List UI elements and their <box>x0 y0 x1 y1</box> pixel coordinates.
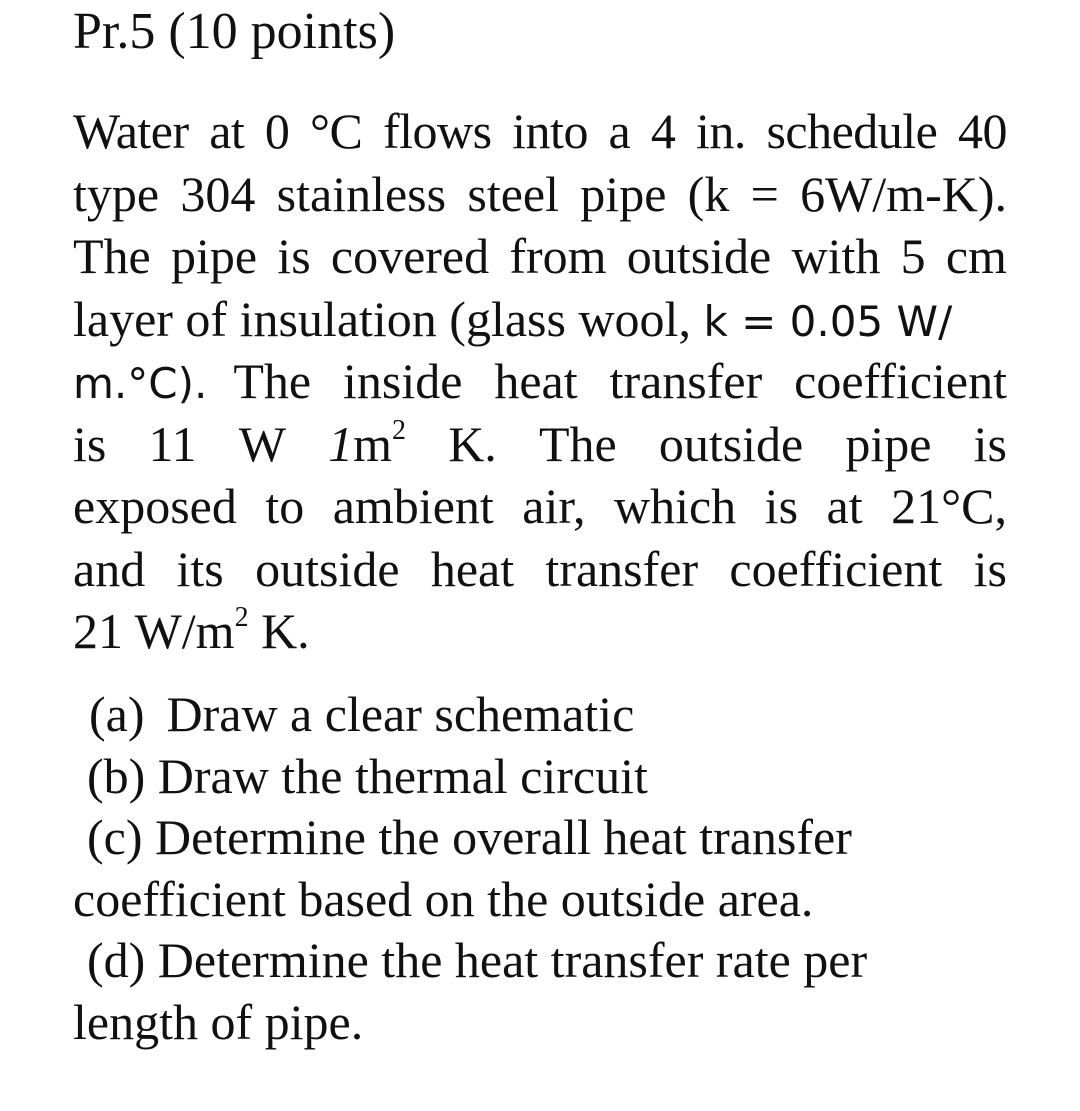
word: is <box>277 228 311 284</box>
word: and <box>73 540 146 597</box>
word: 21°C, <box>891 478 1007 534</box>
word: a <box>608 103 631 159</box>
word: The <box>233 353 312 409</box>
part-a <box>73 684 1007 746</box>
part-label: (a) <box>89 686 145 742</box>
statement-text <box>233 350 1007 413</box>
statement-line <box>73 538 1007 601</box>
word: cm <box>945 228 1007 284</box>
word: transfer <box>609 353 763 409</box>
word: transfer <box>545 540 699 597</box>
word: with <box>791 228 881 284</box>
word: type <box>73 165 160 222</box>
word: which <box>613 478 737 534</box>
part-c-continued: coefficient based on the outside area. <box>73 870 814 927</box>
word: outside <box>626 228 772 284</box>
conductivity-value: k = 0.05 W/ <box>703 296 953 346</box>
word: pipe <box>170 228 258 284</box>
statement-line <box>73 288 1007 351</box>
word: heat <box>494 353 578 409</box>
statement-line: 21 $W/m^2$ K. <box>73 602 310 659</box>
word: outside <box>658 415 804 472</box>
statement-line <box>73 163 1007 226</box>
word: 5 <box>900 228 926 284</box>
statement-line <box>73 350 1007 413</box>
part-b: (b) Draw the thermal circuit <box>87 747 648 804</box>
word: = <box>750 165 779 222</box>
part-text: Draw a clear schematic <box>166 686 635 742</box>
statement-line <box>73 100 1007 163</box>
problem-statement <box>73 100 1007 663</box>
word: pipe <box>580 165 667 222</box>
word: coefficient <box>794 353 1007 409</box>
word: 304 <box>180 165 256 222</box>
word: pipe <box>845 415 932 472</box>
word: is <box>73 415 107 472</box>
word: is <box>973 540 1007 597</box>
word: inside <box>342 353 463 409</box>
part-c: (c) Determine the overall heat transfer <box>87 809 852 865</box>
part-d-continued: length of pipe. <box>73 993 364 1050</box>
word: flows <box>382 103 492 159</box>
statement-line <box>73 225 1007 288</box>
word: °C <box>310 103 363 159</box>
conductivity-unit: m.°C). <box>73 359 208 408</box>
word: 11 <box>148 415 197 472</box>
word: covered <box>330 228 490 284</box>
word: is <box>973 415 1007 472</box>
word: from <box>509 228 607 284</box>
word: outside <box>255 540 400 597</box>
word: 6W/m-K). <box>800 165 1007 222</box>
word: ambient <box>332 478 494 534</box>
word: at <box>209 103 245 159</box>
word: The <box>538 415 617 472</box>
statement-line <box>73 475 1007 538</box>
problem-title: Pr.5 (10 points) <box>73 3 396 60</box>
word: into <box>512 103 588 159</box>
word: coefficient <box>729 540 943 597</box>
word: 40 <box>957 103 1007 159</box>
word: Water <box>73 103 189 159</box>
word: 4 <box>650 103 676 159</box>
word: K. <box>448 415 497 472</box>
word: exposed <box>73 478 237 534</box>
part-d: (d) Determine the heat transfer rate per <box>87 932 868 988</box>
word: to <box>265 478 305 534</box>
problem-parts <box>73 684 1007 1053</box>
word: 0 <box>264 103 290 159</box>
word: (k <box>687 165 730 222</box>
word: The <box>73 228 151 284</box>
word: steel <box>467 165 560 222</box>
word: W <box>238 415 286 472</box>
statement-line <box>73 413 1007 476</box>
word: is <box>764 478 799 534</box>
word: schedule <box>766 103 938 159</box>
word: heat <box>430 540 515 597</box>
word: stainless <box>276 165 447 222</box>
statement-text: layer of insulation (glass wool, k = 0.05 W/ <box>73 290 953 347</box>
word: its <box>176 540 224 597</box>
word: in. <box>695 103 746 159</box>
word: air, <box>522 478 586 534</box>
word: at <box>826 478 863 534</box>
unit-m2: $1m^2$ <box>328 414 407 472</box>
